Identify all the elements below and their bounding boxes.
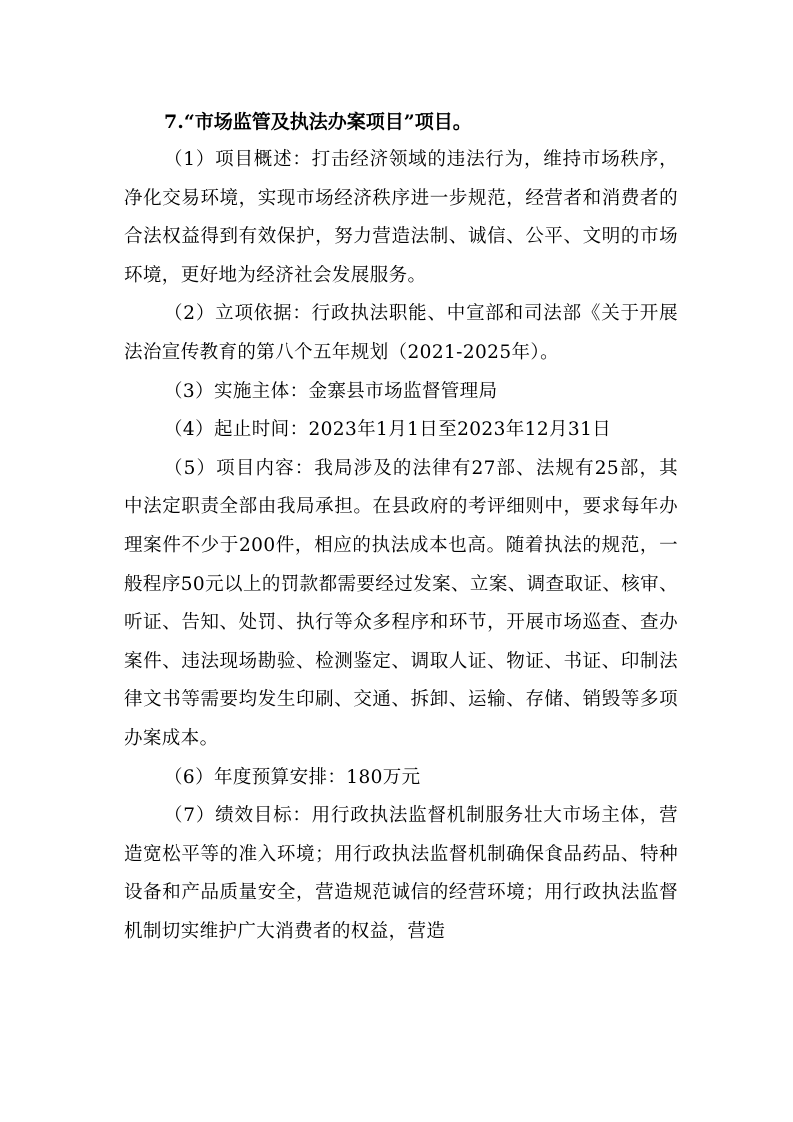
time-period-paragraph: （4）起止时间：2023年1月1日至2023年12月31日 <box>164 419 612 441</box>
project-basis-paragraph: （2）立项依据：行政执法职能、中宣部和司法部《关于开展法治宣传教育的第八个五年规划（2021-2025年）。 <box>124 303 678 363</box>
project-content-paragraph: （5）项目内容：我局涉及的法律有27部、法规有25部，其中法定职责全部由我局承担。在县政府的考评细则中，要求每年办理案件不少于200件，相应的执法成本也高。随着执法的规范，一般程序50元以上的罚款都需要经过发案、立案、调查取证、核审、听证、告知、处罚、执行等众多程序和环节，开展市场巡查、查办案件、违法现场勘验、检测鉴定、调取人证、物证、书证、印制法律文书等需要均发生印刷、交通、拆卸、运输、存储、销毁等多项办案成本。 <box>124 457 678 749</box>
section-heading: 7.“市场监管及执法办案项目”项目。 <box>164 111 472 133</box>
performance-goal-paragraph: （7）绩效目标：用行政执法监督机制服务壮大市场主体，营造宽松平等的准入环境；用行政执法监督机制确保食品药品、特种设备和产品质量安全，营造规范诚信的经营环境；用行政执法监督机制切实维护广大消费者的权益，营造 <box>124 805 678 942</box>
project-overview-paragraph: （1）项目概述：打击经济领域的违法行为，维持市场秩序，净化交易环境，实现市场经济秩序进一步规范，经营者和消费者的合法权益得到有效保护，努力营造法制、诚信、公平、文明的市场环境，更好地为经济社会发展服务。 <box>124 149 678 286</box>
document-body <box>124 103 678 951</box>
annual-budget-paragraph: （6）年度预算安排：180万元 <box>164 766 421 788</box>
implementing-entity-paragraph: （3）实施主体：金寨县市场监督管理局 <box>164 380 498 402</box>
